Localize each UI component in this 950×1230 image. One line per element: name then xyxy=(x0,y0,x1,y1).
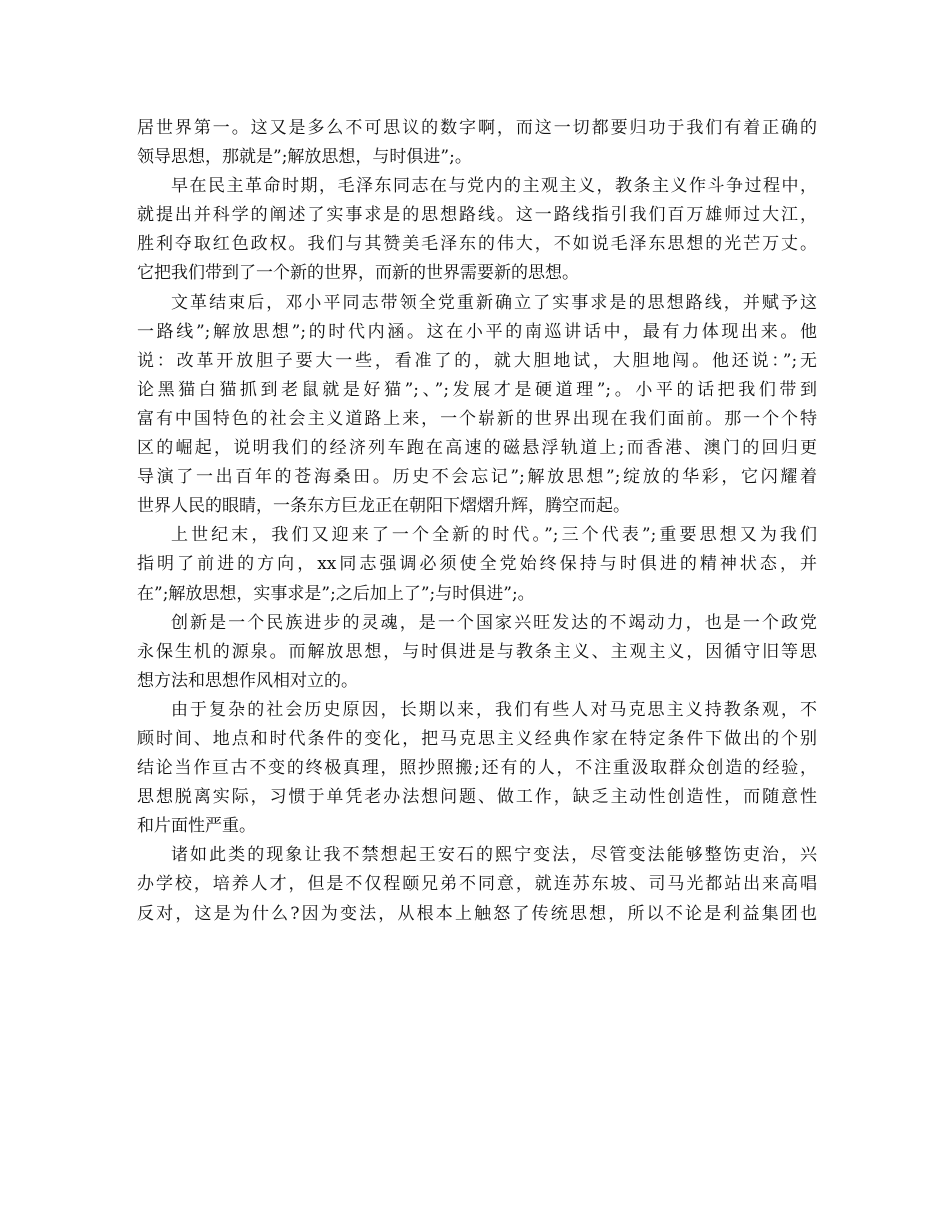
text-line: 办学校，培养人才，但是不仅程颐兄弟不同意，就连苏东坡、司马光都站出来高唱 xyxy=(137,874,817,895)
paragraph xyxy=(137,114,817,172)
text-line: 胜利夺取红色政权。我们与其赞美毛泽东的伟大，不如说毛泽东思想的光芒万丈。 xyxy=(137,234,817,255)
paragraph xyxy=(137,841,817,928)
text-line: 指明了前进的方向，xx同志强调必须使全党始终保持与时俱进的精神状态，并 xyxy=(137,554,817,575)
paragraph xyxy=(137,289,817,522)
text-line: 它把我们带到了一个新的世界，而新的世界需要新的思想。 xyxy=(137,263,579,284)
text-line: 结论当作亘古不变的终极真理，照抄照搬;还有的人，不注重汲取群众创造的经验， xyxy=(137,758,817,779)
text-line: 在”;解放思想，实事求是”;之后加上了”;与时俱进”;。 xyxy=(137,583,535,604)
paragraph xyxy=(137,696,817,841)
text-line: 一路线”;解放思想”;的时代内涵。这在小平的南巡讲话中，最有力体现出来。他 xyxy=(137,321,817,342)
text-line: 论黑猫白猫抓到老鼠就是好猫”;、”;发展才是硬道理”;。小平的话把我们带到 xyxy=(137,379,817,400)
text-line: 思想脱离实际，习惯于单凭老办法想问题、做工作，缺乏主动性创造性，而随意性 xyxy=(137,787,817,808)
paragraph xyxy=(137,521,817,608)
text-line: 领导思想，那就是”;解放思想，与时俱进”;。 xyxy=(137,147,472,168)
text-line: 居世界第一。这又是多么不可思议的数字啊，而这一切都要归功于我们有着正确的 xyxy=(137,118,817,138)
text-line: 诸如此类的现象让我不禁想起王安石的熙宁变法，尽管变法能够整饬吏治，兴 xyxy=(171,845,817,866)
text-line: 区的崛起，说明我们的经济列车跑在高速的磁悬浮轨道上;而香港、澳门的回归更 xyxy=(137,438,817,459)
text-line: 文革结束后，邓小平同志带领全党重新确立了实事求是的思想路线，并赋予这 xyxy=(171,292,817,313)
text-line: 早在民主革命时期，毛泽东同志在与党内的主观主义，教条主义作斗争过程中， xyxy=(171,176,817,197)
text-line: 富有中国特色的社会主义道路上来，一个崭新的世界出现在我们面前。那一个个特 xyxy=(137,408,817,429)
document-body xyxy=(137,114,817,929)
text-line: 创新是一个民族进步的灵魂，是一个国家兴旺发达的不竭动力，也是一个政党 xyxy=(171,612,817,633)
text-line: 顾时间、地点和时代条件的变化，把马克思主义经典作家在特定条件下做出的个别 xyxy=(137,728,817,749)
text-line: 永保生机的源泉。而解放思想，与时俱进是与教条主义、主观主义，因循守旧等思 xyxy=(137,641,817,662)
paragraph xyxy=(137,609,817,696)
text-line: 世界人民的眼睛，一条东方巨龙正在朝阳下熠熠升辉，腾空而起。 xyxy=(137,496,630,517)
text-line: 反对，这是为什么?因为变法，从根本上触怒了传统思想，所以不论是利益集团也 xyxy=(137,903,817,924)
text-line: 就提出并科学的阐述了实事求是的思想路线。这一路线指引我们百万雄师过大江， xyxy=(137,205,817,226)
text-line: 和片面性严重。 xyxy=(137,816,256,837)
text-line: 由于复杂的社会历史原因，长期以来，我们有些人对马克思主义持教条观，不 xyxy=(171,699,817,720)
text-line: 说：改革开放胆子要大一些，看准了的，就大胆地试，大胆地闯。他还说：”;无 xyxy=(137,350,817,371)
text-line: 导演了一出百年的苍海桑田。历史不会忘记”;解放思想”;绽放的华彩，它闪耀着 xyxy=(137,467,817,488)
text-line: 想方法和思想作风相对立的。 xyxy=(137,670,358,691)
paragraph xyxy=(137,172,817,288)
text-line: 上世纪末，我们又迎来了一个全新的时代。”;三个代表”;重要思想又为我们 xyxy=(171,525,817,546)
